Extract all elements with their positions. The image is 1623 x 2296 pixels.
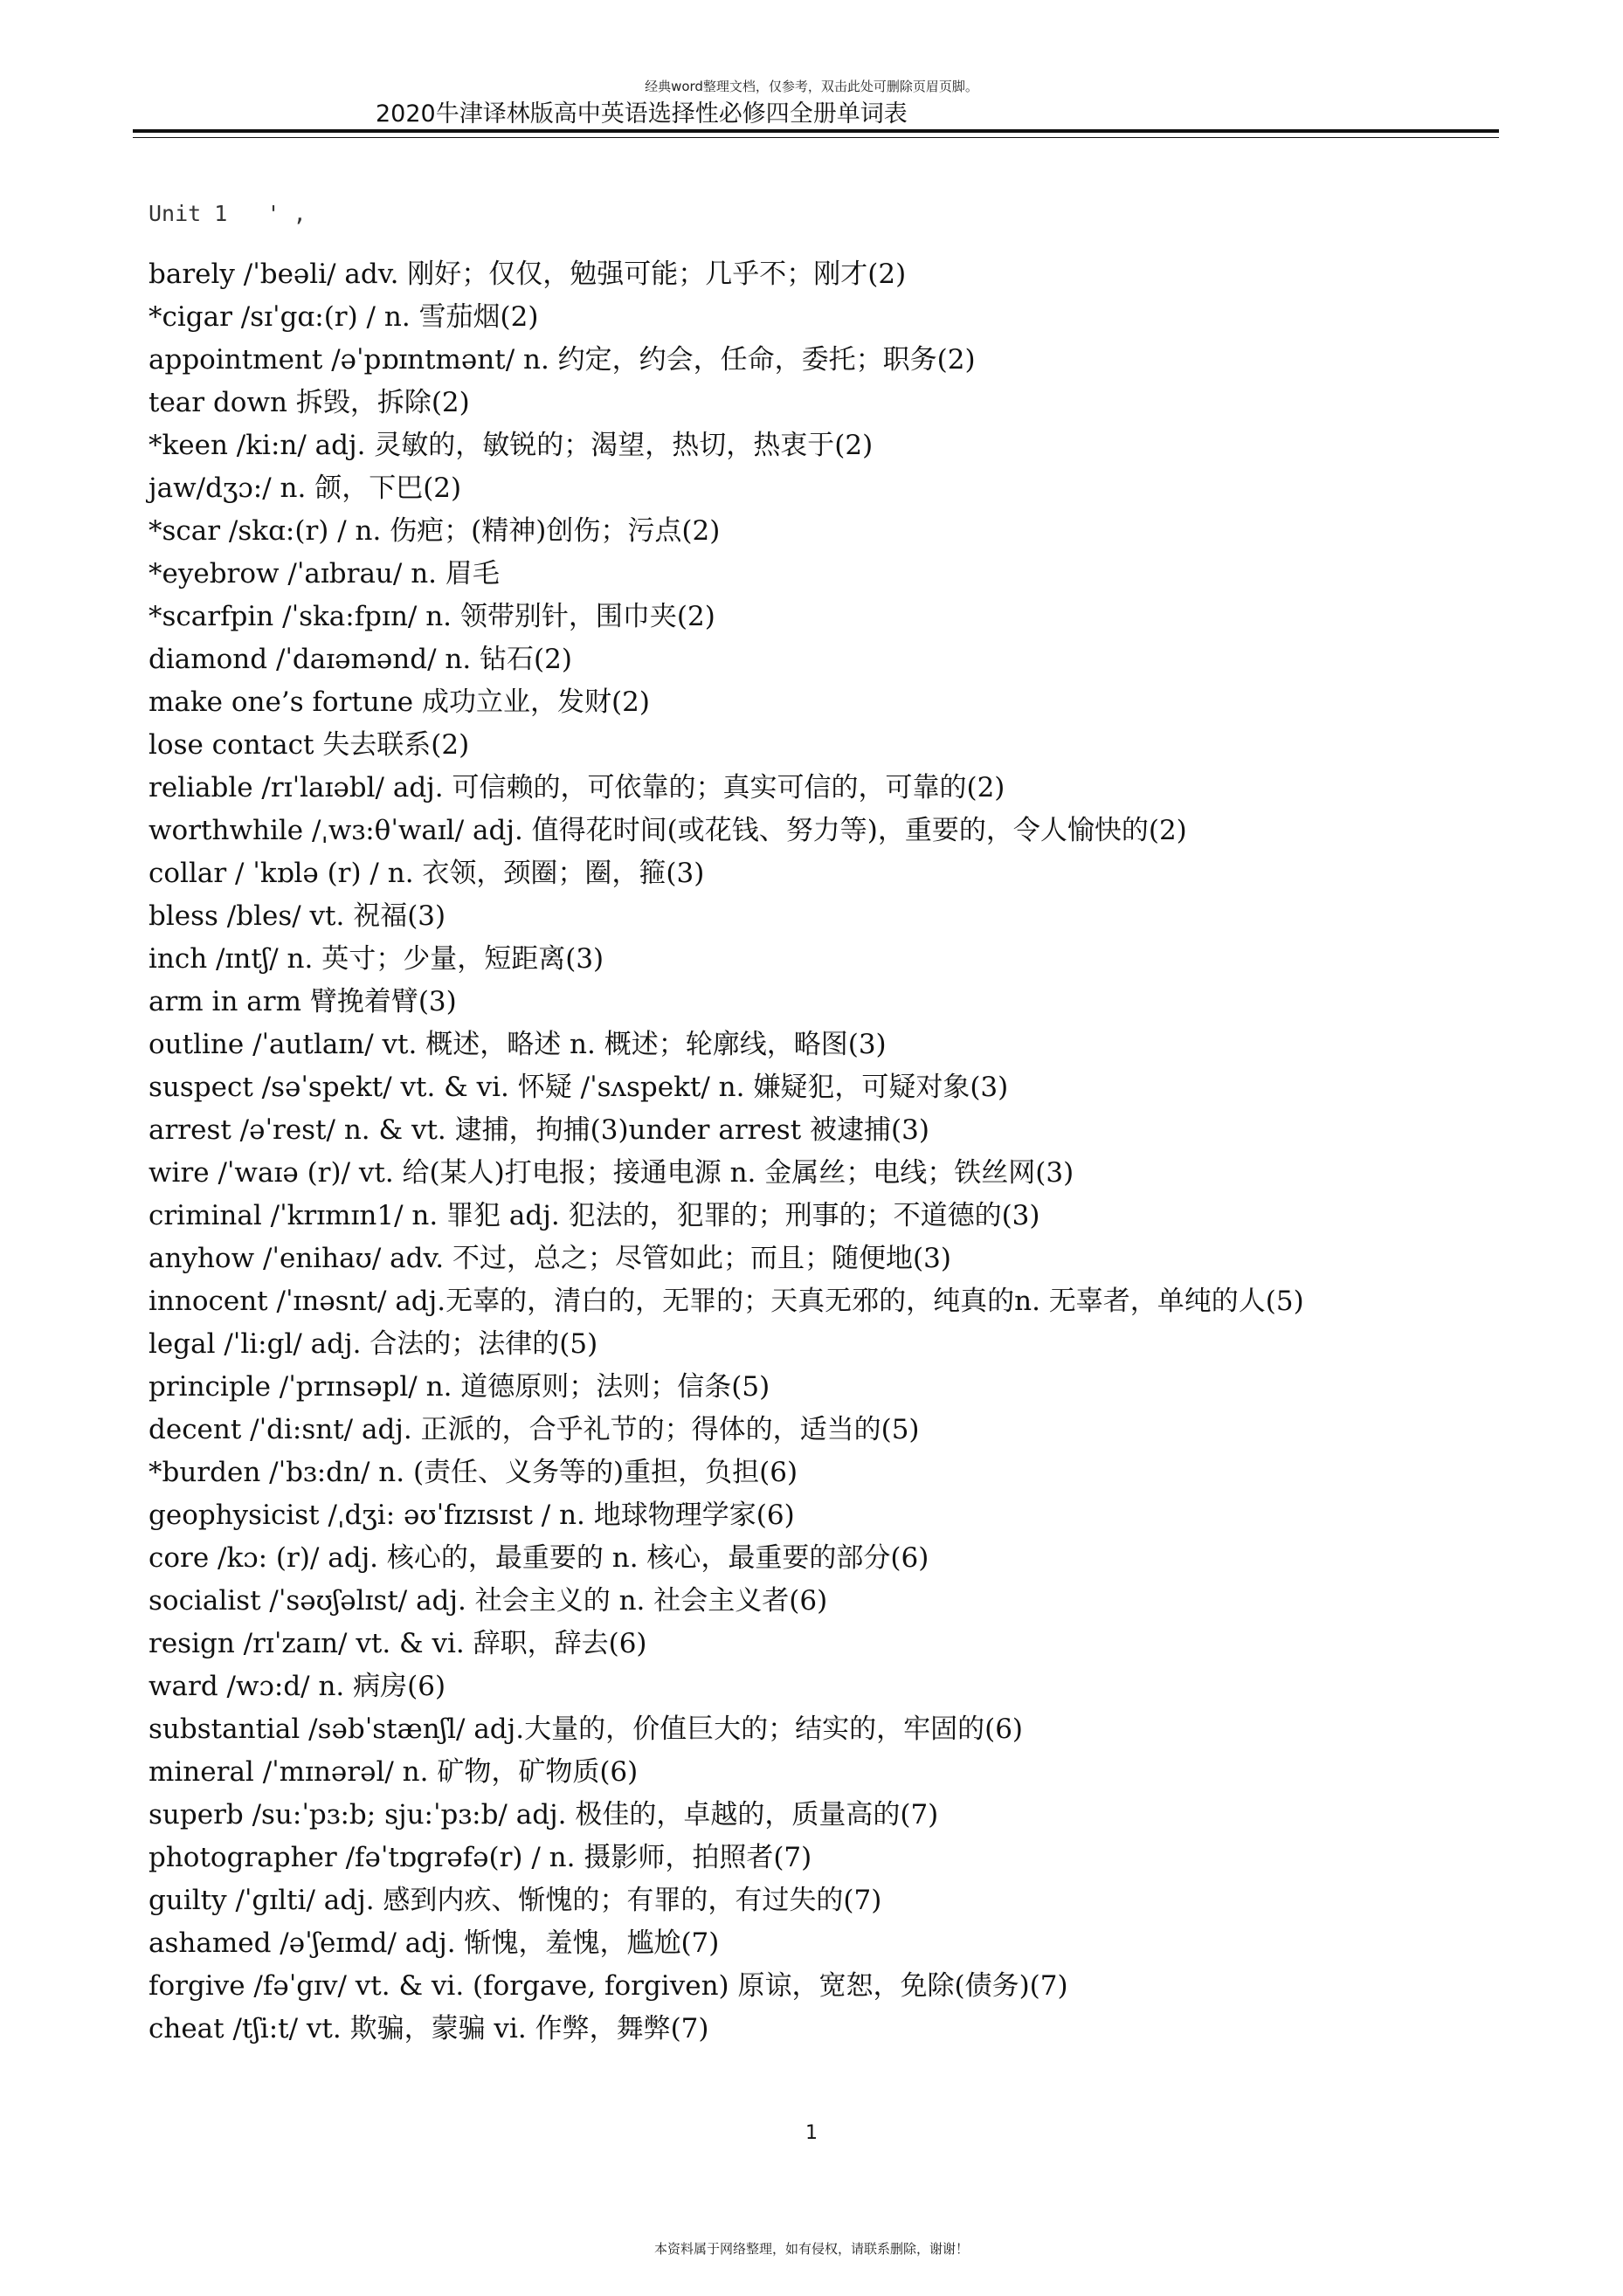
vocabulary-entry: superb /su:ˈpɜ:b; sju:ˈpɜ:b/ adj. 极佳的，卓越的，质量高的(7) — [148, 1799, 939, 1831]
header-rule-thick — [133, 129, 1499, 133]
vocabulary-entry: *burden /ˈbɜ:dn/ n. (责任、义务等的)重担，负担(6) — [148, 1457, 798, 1488]
unit-heading: Unit 1 ' , — [148, 201, 307, 226]
vocabulary-entry: legal /ˈli:gl/ adj. 合法的；法律的(5) — [148, 1328, 598, 1360]
page-number: 1 — [805, 2122, 818, 2144]
vocabulary-entry: innocent /ˈɪnəsnt/ adj.无辜的，清白的，无罪的；天真无邪的，纯真的n. 无辜者，单纯的人(5) — [148, 1286, 1304, 1317]
vocabulary-entry: guilty /ˈgɪlti/ adj. 感到内疚、惭愧的；有罪的，有过失的(7) — [148, 1885, 882, 1916]
vocabulary-entry: reliable /rɪˈlaɪəbl/ adj. 可信赖的，可依靠的；真实可信的，可靠的(2) — [148, 772, 1005, 803]
vocabulary-entry: *eyebrow /ˈaɪbrau/ n. 眉毛 — [148, 558, 500, 590]
vocabulary-entry: jaw/dʒɔ:/ n. 颌，下巴(2) — [148, 472, 462, 504]
vocabulary-entry: *scarfpin /ˈska:fpɪn/ n. 领带别针，围巾夹(2) — [148, 601, 715, 632]
vocabulary-entry: diamond /ˈdaɪəmənd/ n. 钻石(2) — [148, 644, 572, 675]
vocabulary-entry: cheat /tʃi:t/ vt. 欺骗，蒙骗 vi. 作弊，舞弊(7) — [148, 2013, 709, 2044]
header-note: 经典word整理文档，仅参考，双击此处可删除页眉页脚。 — [645, 79, 978, 94]
vocabulary-entry: *keen /ki:n/ adj. 灵敏的，敏锐的；渴望，热切，热衷于(2) — [148, 430, 874, 461]
vocabulary-entry: tear down 拆毁，拆除(2) — [148, 387, 470, 418]
vocabulary-entry: principle /ˈprɪnsəpl/ n. 道德原则；法则；信条(5) — [148, 1371, 770, 1403]
vocabulary-entry: resign /rɪˈzaɪn/ vt. & vi. 辞职，辞去(6) — [148, 1628, 647, 1659]
vocabulary-entry: outline /ˈautlaɪn/ vt. 概述，略述 n. 概述；轮廓线，略图(3) — [148, 1029, 887, 1060]
vocabulary-entry: forgive /fəˈgɪv/ vt. & vi. (forgave, forgiven) 原谅，宽恕，免除(债务)(7) — [148, 1970, 1068, 2002]
vocabulary-entry: collar / ˈkɒlə (r) / n. 衣领，颈圈；圈，箍(3) — [148, 858, 705, 889]
vocabulary-entry: core /kɔ: (r)/ adj. 核心的，最重要的 n. 核心，最重要的部分(6) — [148, 1542, 929, 1574]
vocabulary-entry: decent /ˈdi:snt/ adj. 正派的，合乎礼节的；得体的，适当的(5) — [148, 1414, 920, 1445]
vocabulary-entry: arrest /əˈrest/ n. & vt. 逮捕，拘捕(3)under arrest 被逮捕(3) — [148, 1114, 929, 1146]
header-rule-thin — [133, 137, 1499, 138]
vocabulary-entry: inch /ɪntʃ/ n. 英寸；少量，短距离(3) — [148, 943, 604, 975]
vocabulary-entry: barely /ˈbeəli/ adv. 刚好；仅仅，勉强可能；几乎不；刚才(2) — [148, 259, 907, 290]
vocabulary-entry: worthwhile /ˌwɜ:θˈwaɪl/ adj. 值得花时间(或花钱、努力等)，重要的，令人愉快的(2) — [148, 815, 1187, 846]
vocabulary-entry: make one’s fortune 成功立业，发财(2) — [148, 686, 650, 718]
vocabulary-entry: appointment /əˈpɒɪntmənt/ n. 约定，约会，任命，委托；职务(2) — [148, 344, 976, 376]
vocabulary-entry: arm in arm 臂挽着臂(3) — [148, 986, 457, 1017]
vocabulary-entry: wire /ˈwaɪə (r)/ vt. 给(某人)打电报；接通电源 n. 金属丝；电线；铁丝网(3) — [148, 1157, 1074, 1189]
vocabulary-entry: bless /bles/ vt. 祝福(3) — [148, 900, 446, 932]
document-title: 2020牛津译林版高中英语选择性必修四全册单词表 — [376, 100, 908, 128]
vocabulary-entry: ashamed /əˈʃeɪmd/ adj. 惭愧，羞愧，尴尬(7) — [148, 1927, 720, 1959]
vocabulary-list — [148, 253, 1494, 2051]
vocabulary-entry: socialist /ˈsəʊʃəlɪst/ adj. 社会主义的 n. 社会主义者(6) — [148, 1585, 828, 1617]
vocabulary-entry: anyhow /ˈenihaʊ/ adv. 不过，总之；尽管如此；而且；随便地(3) — [148, 1243, 951, 1274]
vocabulary-entry: *cigar /sɪˈgɑ:(r) / n. 雪茄烟(2) — [148, 301, 539, 333]
vocabulary-entry: lose contact 失去联系(2) — [148, 729, 470, 761]
footer-note: 本资料属于网络整理，如有侵权，请联系删除，谢谢！ — [653, 2241, 969, 2257]
vocabulary-entry: geophysicist /ˌdʒi: əʊˈfɪzɪsɪst / n. 地球物理学家(6) — [148, 1500, 795, 1531]
vocabulary-entry: criminal /ˈkrɪmɪn1/ n. 罪犯 adj. 犯法的，犯罪的；刑事的；不道德的(3) — [148, 1200, 1040, 1231]
vocabulary-entry: suspect /səˈspekt/ vt. & vi. 怀疑 /ˈsʌspekt/ n. 嫌疑犯，可疑对象(3) — [148, 1072, 1009, 1103]
vocabulary-entry: mineral /ˈmɪnərəl/ n. 矿物，矿物质(6) — [148, 1756, 639, 1788]
vocabulary-entry: photographer /fəˈtɒgrəfə(r) / n. 摄影师，拍照者(7) — [148, 1842, 812, 1873]
vocabulary-entry: substantial /səbˈstænʃl/ adj.大量的，价值巨大的；结实的，牢固的(6) — [148, 1713, 1024, 1745]
vocabulary-entry: *scar /skɑ:(r) / n. 伤疤；(精神)创伤；污点(2) — [148, 515, 721, 547]
vocabulary-entry: ward /wɔ:d/ n. 病房(6) — [148, 1671, 446, 1702]
